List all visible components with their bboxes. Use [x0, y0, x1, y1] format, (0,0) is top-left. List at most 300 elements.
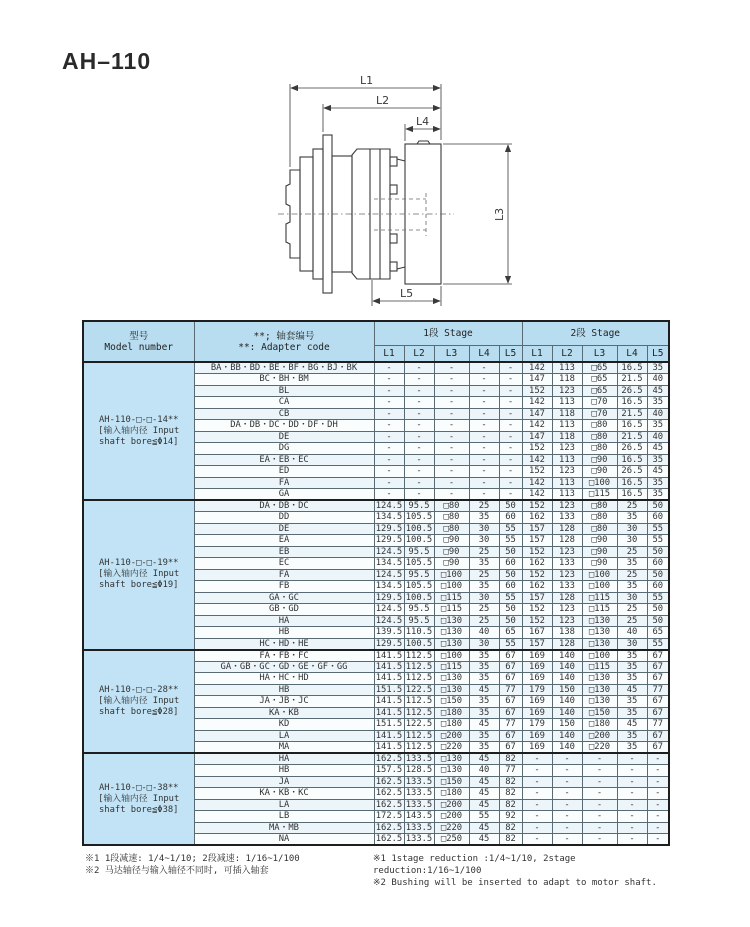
stage2-L4-cell: 16.5 — [617, 420, 647, 432]
stage1-L1-cell: - — [374, 362, 404, 374]
stage2-L5-cell: 40 — [647, 431, 669, 443]
model-line: shaft bore≦Φ28] — [99, 706, 179, 717]
stage2-L4-cell: 35 — [617, 661, 647, 673]
stage2-L5-cell: 45 — [647, 443, 669, 455]
stage1-L5-cell: - — [499, 489, 522, 501]
stage1-L2-cell: - — [404, 443, 434, 455]
stage2-L5-cell: 35 — [647, 397, 669, 409]
stage1-L5-cell: 60 — [499, 581, 522, 593]
model-line: shaft bore≦Φ14] — [99, 436, 179, 447]
adapter-code-cell: HB — [194, 684, 374, 696]
stage2-L5-cell: 40 — [647, 408, 669, 420]
stage2-L2-cell: 128 — [552, 523, 582, 535]
stage2-L2-cell: - — [552, 799, 582, 811]
header-s2-l1: L1 — [522, 345, 552, 362]
stage2-L5-cell: 55 — [647, 592, 669, 604]
stage1-L3-cell: □130 — [434, 627, 469, 639]
stage2-L4-cell: 25 — [617, 569, 647, 581]
stage2-L4-cell: 21.5 — [617, 431, 647, 443]
stage1-L2-cell: 133.5 — [405, 834, 433, 844]
stage1-L1-cell: - — [374, 397, 404, 409]
stage1-L2-cell: 112.5 — [405, 742, 433, 752]
stage2-L5-cell: 35 — [647, 362, 669, 374]
stage2-L3-cell: - — [582, 811, 617, 823]
stage1-L5-cell: - — [499, 454, 522, 466]
stage1-L4-cell: 25 — [469, 604, 499, 616]
stage2-L5-cell: 45 — [647, 385, 669, 397]
stage2-L3-cell: □130 — [582, 673, 617, 685]
stage2-L4-cell: 16.5 — [617, 397, 647, 409]
stage2-L5-cell: 35 — [647, 489, 669, 501]
stage1-L4-cell: - — [469, 489, 499, 501]
stage2-L2-cell: - — [552, 811, 582, 823]
stage2-L4-cell: 35 — [617, 742, 647, 754]
stage2-L4-cell: 16.5 — [617, 489, 647, 501]
stage1-L3-cell: □100 — [434, 569, 469, 581]
stage1-L5-cell: - — [499, 466, 522, 478]
stage1-L3-cell: □80 — [434, 512, 469, 524]
model-line: [输入轴内径 Input — [98, 425, 180, 436]
stage1-L5-cell: 65 — [499, 627, 522, 639]
stage2-L2-cell: 123 — [552, 615, 582, 627]
stage2-L3-cell: □90 — [582, 535, 617, 547]
header-s2-l2: L2 — [552, 345, 582, 362]
stage1-L3-cell: □130 — [434, 753, 469, 765]
adapter-code-cell: KD — [194, 719, 374, 731]
stage2-L1-cell: 152 — [522, 546, 552, 558]
stage1-L1-cell: - — [374, 420, 404, 432]
header-adapter — [194, 321, 374, 362]
stage1-L2-cell: - — [404, 431, 434, 443]
table-row — [83, 650, 669, 662]
stage2-L2-cell: 128 — [552, 535, 582, 547]
stage1-L1-cell: - — [374, 443, 404, 455]
stage2-L2-cell: 113 — [552, 397, 582, 409]
footnote-cn-2: ※2 马达轴径与输入轴径不同时, 可插入轴套 — [85, 866, 269, 876]
stage1-L1-cell: 124.5 — [375, 569, 403, 580]
stage2-L4-cell: 25 — [617, 500, 647, 512]
stage1-L5-cell: 92 — [499, 811, 522, 823]
stage1-L1-cell: 129.5 — [375, 523, 403, 534]
stage2-L5-cell: 60 — [647, 581, 669, 593]
stage2-L3-cell: □80 — [582, 512, 617, 524]
stage2-L1-cell: 147 — [522, 431, 552, 443]
stage2-L5-cell: - — [647, 799, 669, 811]
adapter-code-cell: EC — [194, 558, 374, 570]
adapter-code-cell: ED — [194, 466, 374, 478]
model-line: [输入轴内径 Input — [98, 695, 180, 706]
stage1-L4-cell: - — [469, 454, 499, 466]
stage1-L1-cell: 162.5 — [375, 799, 403, 810]
stage1-L2-cell: 105.5 — [405, 558, 433, 569]
stage1-L2-cell: 112.5 — [405, 661, 433, 672]
stage2-L1-cell: 142 — [522, 454, 552, 466]
stage1-L4-cell: - — [469, 420, 499, 432]
model-line: AH-110-□-□-14** — [99, 414, 179, 425]
model-number-cell — [83, 650, 194, 754]
stage2-L3-cell: □220 — [582, 742, 617, 754]
stage2-L3-cell: □90 — [582, 546, 617, 558]
stage2-L5-cell: 55 — [647, 535, 669, 547]
stage1-L3-cell: □200 — [434, 730, 469, 742]
stage1-L4-cell: 35 — [469, 730, 499, 742]
stage2-L5-cell: 55 — [647, 523, 669, 535]
stage1-L5-cell: 82 — [499, 799, 522, 811]
stage2-L2-cell: 118 — [552, 374, 582, 386]
stage2-L3-cell: □65 — [582, 385, 617, 397]
stage2-L4-cell: 35 — [617, 581, 647, 593]
stage2-L4-cell: - — [617, 776, 647, 788]
stage1-L5-cell: 82 — [499, 788, 522, 800]
table-row — [83, 500, 669, 512]
stage1-L3-cell: □80 — [434, 523, 469, 535]
model-line: AH-110-□-□-19** — [99, 558, 179, 569]
stage2-L5-cell: 67 — [647, 673, 669, 685]
table-row — [83, 753, 669, 765]
stage2-L2-cell: - — [552, 765, 582, 777]
stage1-L3-cell: - — [434, 408, 469, 420]
adapter-code-cell: DE — [194, 431, 374, 443]
stage1-L4-cell: 35 — [469, 661, 499, 673]
stage1-L4-cell: - — [469, 466, 499, 478]
stage2-L3-cell: □90 — [582, 466, 617, 478]
model-line: AH-110-□-□-38** — [99, 782, 179, 793]
stage1-L5-cell: 77 — [499, 684, 522, 696]
stage1-L4-cell: 25 — [469, 546, 499, 558]
stage2-L2-cell: 113 — [552, 454, 582, 466]
stage1-L2-cell: - — [404, 408, 434, 420]
stage1-L5-cell: 67 — [499, 661, 522, 673]
stage2-L1-cell: 167 — [522, 627, 552, 639]
adapter-code-cell: BA・BB・BD・BE・BF・BG・BJ・BK — [194, 362, 374, 374]
stage2-L3-cell: - — [582, 822, 617, 834]
stage1-L5-cell: 67 — [499, 707, 522, 719]
adapter-code-cell: DD — [194, 512, 374, 524]
adapter-code-cell: DE — [194, 523, 374, 535]
stage2-L4-cell: 30 — [617, 523, 647, 535]
stage2-L5-cell: 50 — [647, 500, 669, 512]
stage2-L1-cell: - — [522, 834, 552, 846]
stage1-L1-cell: 134.5 — [375, 558, 403, 569]
stage1-L1-cell: 141.5 — [375, 696, 403, 707]
header-s2-l5: L5 — [647, 345, 669, 362]
stage2-L3-cell: □130 — [582, 684, 617, 696]
stage2-L5-cell: 67 — [647, 650, 669, 662]
stage2-L1-cell: 142 — [522, 397, 552, 409]
model-number-cell — [83, 500, 194, 650]
stage1-L1-cell: - — [374, 477, 404, 489]
footnotes-english — [373, 853, 685, 889]
adapter-code-cell: DA・DB・DC — [194, 500, 374, 512]
stage2-L5-cell: 35 — [647, 454, 669, 466]
stage2-L4-cell: 30 — [617, 638, 647, 650]
stage1-L5-cell: - — [499, 397, 522, 409]
adapter-code-cell: CA — [194, 397, 374, 409]
stage2-L5-cell: 35 — [647, 420, 669, 432]
stage1-L5-cell: 50 — [499, 615, 522, 627]
stage2-L4-cell: - — [617, 834, 647, 846]
stage2-L3-cell: □115 — [582, 661, 617, 673]
stage2-L3-cell: □80 — [582, 443, 617, 455]
stage1-L4-cell: 30 — [469, 638, 499, 650]
stage1-L3-cell: □130 — [434, 615, 469, 627]
stage1-L2-cell: 112.5 — [405, 707, 433, 718]
stage1-L4-cell: 45 — [469, 719, 499, 731]
stage1-L4-cell: 55 — [469, 811, 499, 823]
stage1-L3-cell: □115 — [434, 661, 469, 673]
stage2-L5-cell: 50 — [647, 569, 669, 581]
adapter-code-cell: BC・BH・BM — [194, 374, 374, 386]
stage2-L3-cell: □80 — [582, 431, 617, 443]
stage2-L5-cell: 77 — [647, 684, 669, 696]
adapter-code-cell: HB — [194, 765, 374, 777]
adapter-code-cell: HA — [194, 753, 374, 765]
stage1-L4-cell: 45 — [469, 776, 499, 788]
stage2-L4-cell: 40 — [617, 627, 647, 639]
header-s1-l4: L4 — [469, 345, 499, 362]
stage1-L5-cell: - — [499, 385, 522, 397]
stage2-L4-cell: 35 — [617, 730, 647, 742]
stage1-L2-cell: 100.5 — [405, 592, 433, 603]
adapter-code-cell: EA・EB・EC — [194, 454, 374, 466]
adapter-code-cell: EA — [194, 535, 374, 547]
stage1-L4-cell: 30 — [469, 592, 499, 604]
adapter-code-cell: FA・FB・FC — [194, 650, 374, 662]
stage2-L2-cell: 138 — [552, 627, 582, 639]
stage1-L3-cell: - — [434, 489, 469, 501]
stage1-L4-cell: 25 — [469, 569, 499, 581]
dim-label-l5: L5 — [400, 287, 414, 300]
stage2-L1-cell: 152 — [522, 466, 552, 478]
stage1-L1-cell: 162.5 — [375, 834, 403, 844]
stage2-L1-cell: 157 — [522, 592, 552, 604]
stage1-L1-cell: 129.5 — [375, 638, 403, 649]
stage1-L1-cell: 124.5 — [375, 615, 403, 626]
stage1-L4-cell: 35 — [469, 512, 499, 524]
stage2-L4-cell: 26.5 — [617, 443, 647, 455]
stage2-L2-cell: 123 — [552, 385, 582, 397]
stage1-L3-cell: - — [434, 362, 469, 374]
stage1-L3-cell: □90 — [434, 558, 469, 570]
stage1-L3-cell: □90 — [434, 535, 469, 547]
stage2-L2-cell: 140 — [552, 673, 582, 685]
adapter-code-cell: LA — [194, 730, 374, 742]
stage2-L3-cell: □100 — [582, 477, 617, 489]
stage2-L2-cell: 140 — [552, 696, 582, 708]
stage2-L1-cell: 152 — [522, 443, 552, 455]
stage1-L2-cell: 95.5 — [404, 546, 434, 558]
stage2-L4-cell: 35 — [617, 558, 647, 570]
header-s2-l4: L4 — [617, 345, 647, 362]
adapter-code-cell: NA — [194, 834, 374, 846]
stage2-L3-cell: - — [582, 753, 617, 765]
stage2-L3-cell: - — [582, 834, 617, 846]
stage1-L4-cell: 40 — [469, 765, 499, 777]
stage1-L4-cell: 30 — [469, 523, 499, 535]
stage1-L5-cell: 77 — [499, 719, 522, 731]
stage2-L4-cell: 35 — [617, 707, 647, 719]
stage1-L2-cell: 143.5 — [405, 811, 433, 822]
stage2-L1-cell: - — [522, 765, 552, 777]
stage1-L2-cell: 112.5 — [405, 696, 433, 707]
stage2-L1-cell: 169 — [522, 707, 552, 719]
stage2-L1-cell: 179 — [522, 684, 552, 696]
stage1-L3-cell: □130 — [434, 684, 469, 696]
stage2-L3-cell: □80 — [582, 500, 617, 512]
stage2-L2-cell: 150 — [552, 719, 582, 731]
stage2-L4-cell: 30 — [617, 535, 647, 547]
stage1-L3-cell: - — [434, 420, 469, 432]
stage1-L3-cell: - — [434, 374, 469, 386]
stage1-L1-cell: 129.5 — [375, 592, 403, 603]
stage2-L3-cell: □130 — [582, 638, 617, 650]
stage2-L2-cell: 128 — [552, 592, 582, 604]
stage2-L2-cell: 113 — [552, 362, 582, 374]
adapter-code-cell: HA・HC・HD — [194, 673, 374, 685]
stage1-L4-cell: - — [469, 397, 499, 409]
stage1-L3-cell: □100 — [434, 650, 469, 662]
stage2-L5-cell: 67 — [647, 742, 669, 754]
dim-label-l1: L1 — [360, 74, 374, 87]
stage1-L2-cell: 133.5 — [405, 754, 433, 764]
adapter-code-cell: LA — [194, 799, 374, 811]
stage1-L1-cell: 124.5 — [375, 501, 403, 511]
stage2-L1-cell: 162 — [522, 558, 552, 570]
stage2-L1-cell: 147 — [522, 408, 552, 420]
spec-table — [82, 320, 670, 846]
stage1-L3-cell: □220 — [434, 822, 469, 834]
adapter-code-cell: DG — [194, 443, 374, 455]
stage1-L1-cell: - — [374, 408, 404, 420]
adapter-code-cell: LB — [194, 811, 374, 823]
stage2-L2-cell: 140 — [552, 707, 582, 719]
model-line: AH-110-□-□-28** — [99, 684, 179, 695]
stage2-L5-cell: 65 — [647, 627, 669, 639]
stage1-L4-cell: 35 — [469, 650, 499, 662]
stage1-L3-cell: □180 — [434, 788, 469, 800]
stage1-L4-cell: 45 — [469, 684, 499, 696]
stage2-L5-cell: 67 — [647, 707, 669, 719]
stage1-L2-cell: - — [404, 374, 434, 386]
stage1-L4-cell: 25 — [469, 500, 499, 512]
adapter-code-cell: MA — [194, 742, 374, 754]
stage2-L1-cell: 142 — [522, 420, 552, 432]
stage1-L5-cell: 60 — [499, 558, 522, 570]
stage2-L2-cell: 140 — [552, 661, 582, 673]
stage2-L3-cell: □115 — [582, 604, 617, 616]
header-s1-l2: L2 — [404, 345, 434, 362]
stage2-L3-cell: □65 — [582, 374, 617, 386]
stage1-L3-cell: - — [434, 454, 469, 466]
stage1-L2-cell: - — [404, 477, 434, 489]
gearhead-side-view — [262, 72, 544, 320]
stage2-L3-cell: □100 — [582, 581, 617, 593]
stage1-L1-cell: 162.5 — [375, 776, 403, 787]
stage2-L4-cell: - — [617, 811, 647, 823]
stage2-L1-cell: 152 — [522, 604, 552, 616]
spec-table-header — [83, 321, 669, 362]
stage2-L5-cell: 50 — [647, 615, 669, 627]
stage2-L3-cell: - — [582, 765, 617, 777]
stage2-L4-cell: 25 — [617, 546, 647, 558]
stage1-L5-cell: 55 — [499, 592, 522, 604]
dim-label-l3: L3 — [493, 207, 506, 221]
stage2-L4-cell: 21.5 — [617, 374, 647, 386]
stage1-L5-cell: - — [499, 443, 522, 455]
stage1-L4-cell: 35 — [469, 696, 499, 708]
stage2-L5-cell: - — [647, 822, 669, 834]
stage2-L1-cell: 162 — [522, 512, 552, 524]
stage2-L2-cell: 123 — [552, 443, 582, 455]
stage1-L5-cell: 82 — [499, 776, 522, 788]
stage1-L3-cell: □250 — [434, 834, 469, 846]
stage2-L5-cell: 60 — [647, 558, 669, 570]
stage2-L5-cell: 67 — [647, 661, 669, 673]
stage1-L1-cell: 141.5 — [375, 650, 403, 661]
stage2-L3-cell: □70 — [582, 408, 617, 420]
dim-label-l4: L4 — [416, 115, 430, 128]
footnote-cn-1: ※1 1段减速: 1/4~1/10; 2段减速: 1/16~1/100 — [85, 854, 300, 864]
stage2-L5-cell: 67 — [647, 696, 669, 708]
adapter-code-cell: JA — [194, 776, 374, 788]
stage1-L1-cell: - — [374, 454, 404, 466]
stage2-L1-cell: - — [522, 788, 552, 800]
header-stage1: 1段 Stage — [374, 321, 522, 345]
table-row — [83, 362, 669, 374]
stage1-L2-cell: - — [404, 362, 434, 374]
adapter-code-cell: JA・JB・JC — [194, 696, 374, 708]
stage2-L4-cell: 35 — [617, 512, 647, 524]
stage1-L2-cell: 105.5 — [405, 512, 433, 523]
stage2-L1-cell: 142 — [522, 362, 552, 374]
stage1-L5-cell: 50 — [499, 604, 522, 616]
stage2-L2-cell: 140 — [552, 650, 582, 662]
stage2-L3-cell: □130 — [582, 615, 617, 627]
stage2-L1-cell: 152 — [522, 385, 552, 397]
model-number-cell — [83, 362, 194, 500]
stage2-L1-cell: 152 — [522, 615, 552, 627]
footnotes — [85, 853, 685, 889]
stage1-L5-cell: 67 — [499, 696, 522, 708]
stage2-L4-cell: 25 — [617, 615, 647, 627]
stage2-L2-cell: 113 — [552, 420, 582, 432]
stage1-L5-cell: - — [499, 420, 522, 432]
stage2-L1-cell: 142 — [522, 477, 552, 489]
stage1-L1-cell: - — [374, 385, 404, 397]
adapter-code-cell: GB・GD — [194, 604, 374, 616]
adapter-code-cell: HA — [194, 615, 374, 627]
stage2-L2-cell: 123 — [552, 569, 582, 581]
stage2-L4-cell: 45 — [617, 684, 647, 696]
stage2-L1-cell: 169 — [522, 650, 552, 662]
stage2-L4-cell: 45 — [617, 719, 647, 731]
footnote-en-2: ※2 Bushing will be inserted to adapt to motor shaft. — [373, 878, 657, 888]
stage2-L5-cell: 45 — [647, 466, 669, 478]
stage2-L1-cell: - — [522, 753, 552, 765]
footnotes-chinese — [85, 853, 373, 889]
stage2-L3-cell: - — [582, 788, 617, 800]
stage1-L1-cell: - — [374, 431, 404, 443]
stage1-L3-cell: □130 — [434, 673, 469, 685]
stage2-L1-cell: - — [522, 822, 552, 834]
stage1-L3-cell: □200 — [434, 811, 469, 823]
stage1-L2-cell: - — [404, 466, 434, 478]
model-number-cell — [83, 753, 194, 845]
stage1-L5-cell: 67 — [499, 673, 522, 685]
header-model-en: Model number — [104, 341, 174, 353]
stage1-L5-cell: 55 — [499, 638, 522, 650]
stage1-L2-cell: 95.5 — [404, 569, 434, 581]
